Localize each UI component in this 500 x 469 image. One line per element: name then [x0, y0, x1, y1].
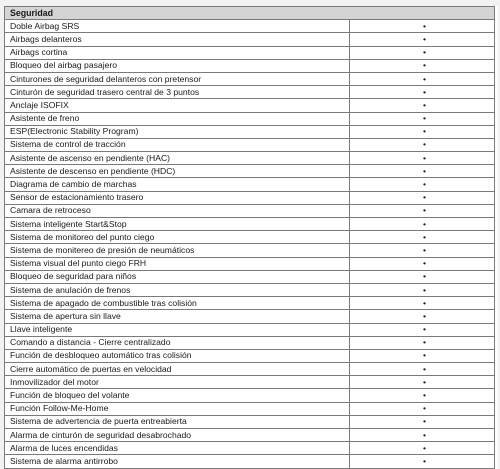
table-row	[5, 297, 495, 310]
table-row	[5, 376, 495, 389]
feature-label: Bloqueo de seguridad para niños	[5, 270, 350, 283]
feature-availability: •	[350, 363, 495, 376]
table-row	[5, 138, 495, 151]
feature-availability: •	[350, 152, 495, 165]
feature-label: Sistema visual del punto ciego FRH	[5, 257, 350, 270]
table-row	[5, 257, 495, 270]
feature-label: Cinturón de seguridad trasero central de 3 puntos	[5, 86, 350, 99]
section-header-row	[5, 7, 495, 20]
feature-availability: •	[350, 455, 495, 468]
feature-label: Airbags delanteros	[5, 33, 350, 46]
spec-rows	[5, 20, 495, 468]
table-row	[5, 349, 495, 362]
feature-label: Alarma de luces encendidas	[5, 442, 350, 455]
feature-availability: •	[350, 46, 495, 59]
feature-availability: •	[350, 138, 495, 151]
feature-availability: •	[350, 99, 495, 112]
feature-label: Anclaje ISOFIX	[5, 99, 350, 112]
feature-availability: •	[350, 178, 495, 191]
feature-availability: •	[350, 323, 495, 336]
feature-availability: •	[350, 165, 495, 178]
feature-label: Airbags cortina	[5, 46, 350, 59]
feature-label: Función Follow-Me-Home	[5, 402, 350, 415]
feature-availability: •	[350, 59, 495, 72]
feature-label: Sistema de apagado de combustible tras colisión	[5, 297, 350, 310]
feature-label: Sistema de alarma antirrobo	[5, 455, 350, 468]
feature-availability: •	[350, 442, 495, 455]
feature-availability: •	[350, 336, 495, 349]
table-row	[5, 429, 495, 442]
feature-label: ESP(Electronic Stability Program)	[5, 125, 350, 138]
feature-availability: •	[350, 257, 495, 270]
feature-label: Comando a distancia - Cierre centralizado	[5, 336, 350, 349]
feature-label: Asistente de freno	[5, 112, 350, 125]
feature-label: Inmovilizador del motor	[5, 376, 350, 389]
feature-availability: •	[350, 204, 495, 217]
table-row	[5, 125, 495, 138]
table-row	[5, 33, 495, 46]
table-row	[5, 99, 495, 112]
table-row	[5, 72, 495, 85]
table-row	[5, 178, 495, 191]
table-row	[5, 152, 495, 165]
table-row	[5, 86, 495, 99]
spec-sheet	[4, 6, 498, 469]
feature-availability: •	[350, 244, 495, 257]
feature-label: Cierre automático de puertas en velocidad	[5, 363, 350, 376]
feature-label: Cinturones de seguridad delanteros con pretensor	[5, 72, 350, 85]
feature-availability: •	[350, 310, 495, 323]
feature-availability: •	[350, 283, 495, 296]
table-row	[5, 20, 495, 33]
table-row	[5, 59, 495, 72]
section-title: Seguridad	[5, 7, 495, 20]
feature-availability: •	[350, 72, 495, 85]
table-row	[5, 191, 495, 204]
feature-availability: •	[350, 389, 495, 402]
table-row	[5, 415, 495, 428]
feature-availability: •	[350, 231, 495, 244]
table-row	[5, 204, 495, 217]
table-row	[5, 455, 495, 468]
feature-label: Asistente de descenso en pendiente (HDC)	[5, 165, 350, 178]
feature-availability: •	[350, 429, 495, 442]
feature-label: Diagrama de cambio de marchas	[5, 178, 350, 191]
feature-label: Sistema de apertura sin llave	[5, 310, 350, 323]
table-row	[5, 363, 495, 376]
table-row	[5, 323, 495, 336]
table-row	[5, 270, 495, 283]
table-row	[5, 218, 495, 231]
feature-availability: •	[350, 86, 495, 99]
table-row	[5, 165, 495, 178]
feature-label: Función de bloqueo del volante	[5, 389, 350, 402]
feature-label: Sistema de control de tracción	[5, 138, 350, 151]
table-row	[5, 442, 495, 455]
table-row	[5, 231, 495, 244]
feature-availability: •	[350, 297, 495, 310]
feature-label: Asistente de ascenso en pendiente (HAC)	[5, 152, 350, 165]
safety-spec-table	[4, 6, 495, 469]
table-row	[5, 336, 495, 349]
feature-label: Función de desbloqueo automático tras colisión	[5, 349, 350, 362]
feature-label: Alarma de cinturón de seguridad desabrochado	[5, 429, 350, 442]
feature-label: Llave inteligente	[5, 323, 350, 336]
table-row	[5, 112, 495, 125]
feature-label: Sistema de anulación de frenos	[5, 283, 350, 296]
feature-availability: •	[350, 376, 495, 389]
feature-label: Sistema inteligente Start&Stop	[5, 218, 350, 231]
feature-availability: •	[350, 20, 495, 33]
feature-availability: •	[350, 191, 495, 204]
feature-availability: •	[350, 270, 495, 283]
feature-label: Sistema de monitereo de presión de neumáticos	[5, 244, 350, 257]
table-row	[5, 310, 495, 323]
table-row	[5, 244, 495, 257]
table-row	[5, 389, 495, 402]
feature-availability: •	[350, 349, 495, 362]
feature-label: Doble Airbag SRS	[5, 20, 350, 33]
feature-availability: •	[350, 125, 495, 138]
feature-availability: •	[350, 415, 495, 428]
table-row	[5, 402, 495, 415]
feature-label: Camara de retroceso	[5, 204, 350, 217]
feature-availability: •	[350, 218, 495, 231]
feature-availability: •	[350, 402, 495, 415]
feature-label: Sensor de estacionamiento trasero	[5, 191, 350, 204]
feature-label: Bloqueo del airbag pasajero	[5, 59, 350, 72]
table-row	[5, 283, 495, 296]
feature-availability: •	[350, 33, 495, 46]
feature-label: Sistema de monitoreo del punto ciego	[5, 231, 350, 244]
feature-label: Sistema de advertencia de puerta entreabierta	[5, 415, 350, 428]
table-row	[5, 46, 495, 59]
feature-availability: •	[350, 112, 495, 125]
